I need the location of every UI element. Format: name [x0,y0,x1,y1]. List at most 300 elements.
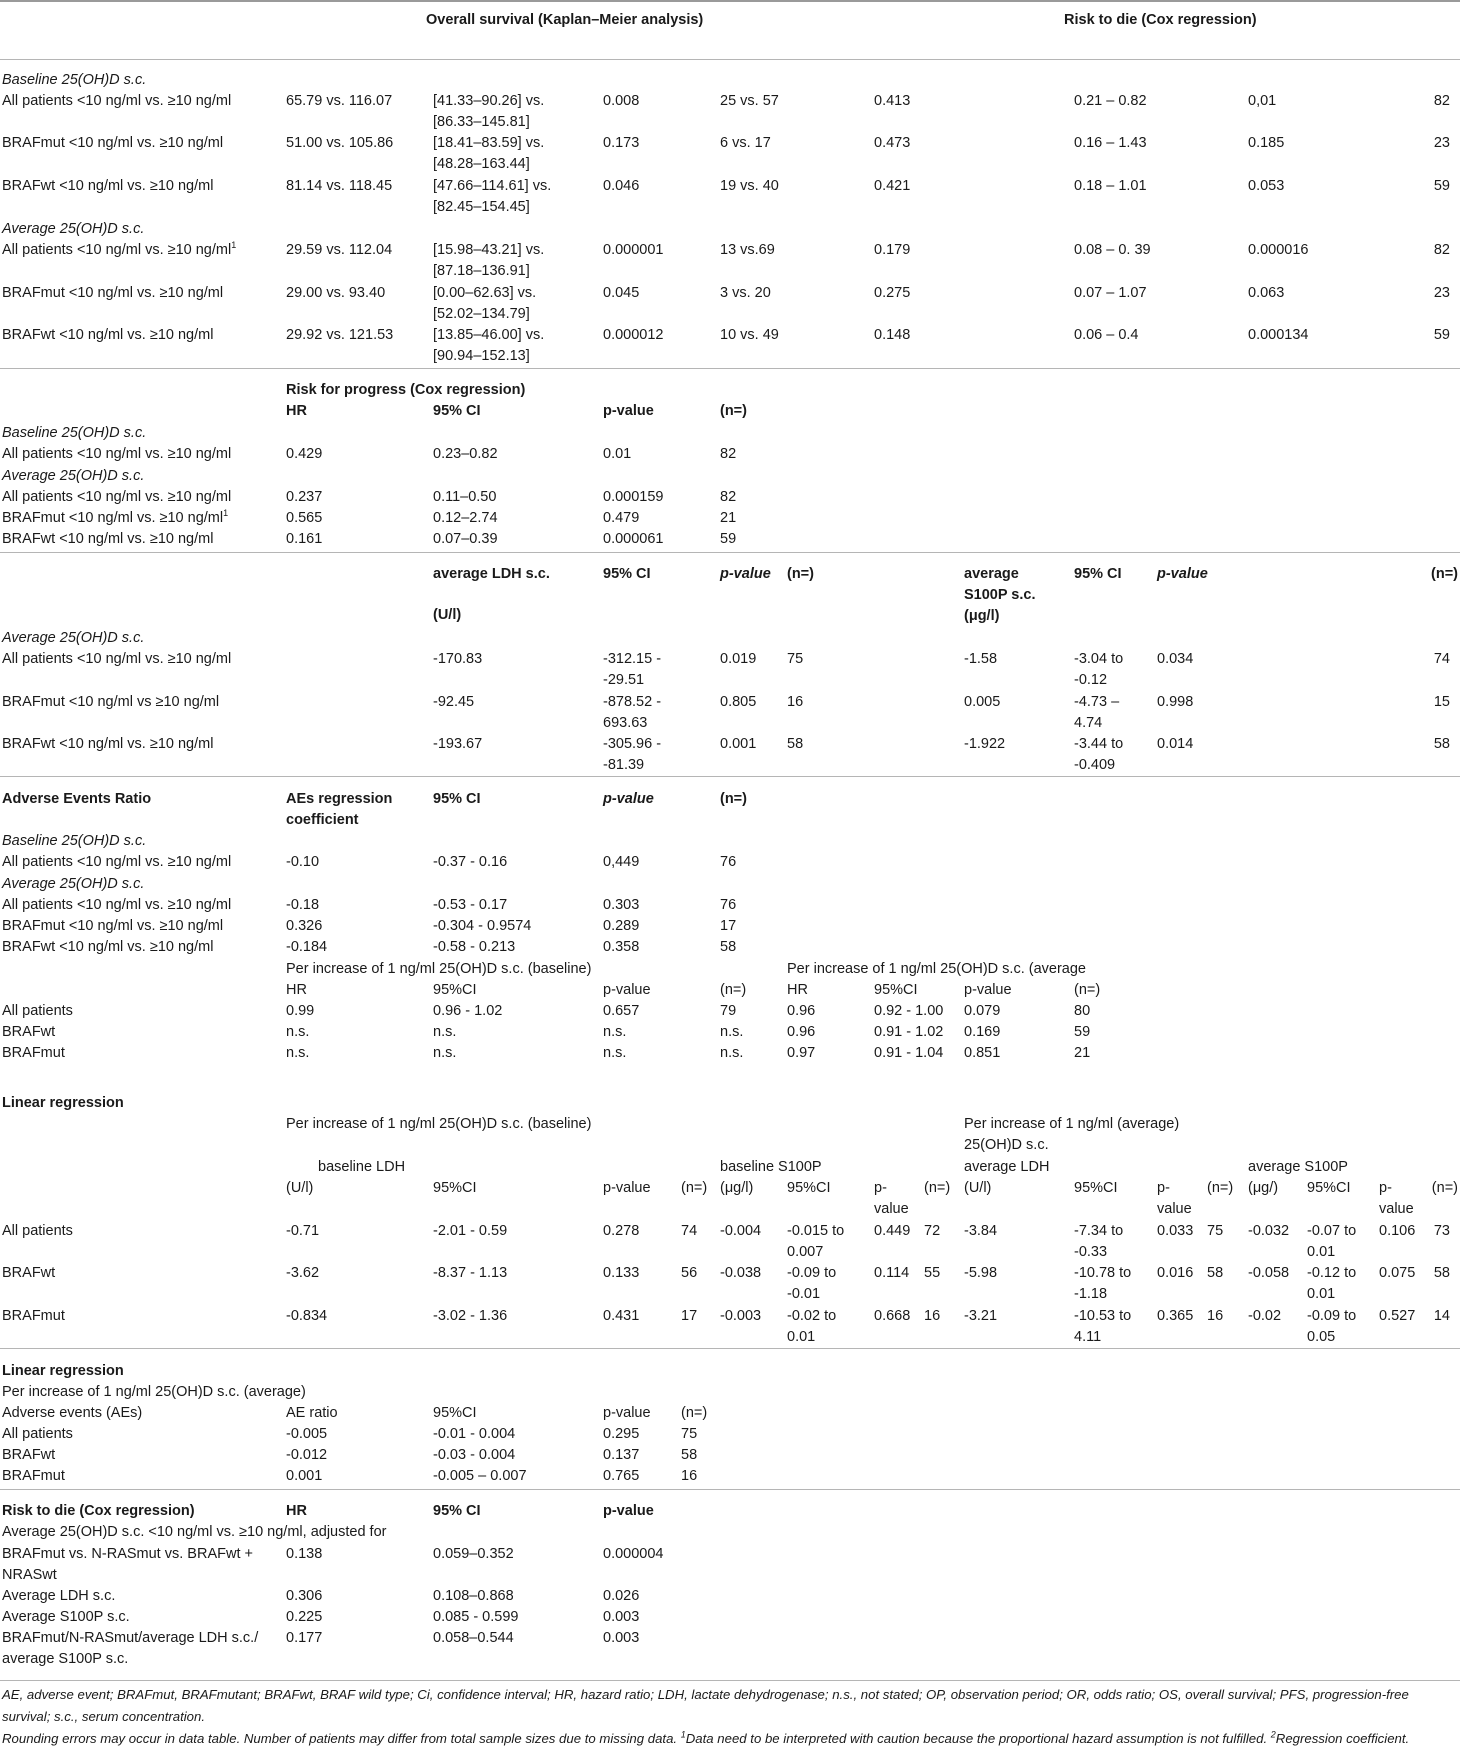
column-header: (n=) [1431,1180,1458,1196]
table-cell: 55 [924,1265,941,1281]
row-label: Average LDH s.c. [2,1588,116,1604]
table-cell: 29.92 vs. 121.53 [286,327,394,343]
table-cell: 58 [681,1447,698,1463]
table-cell: 0.23–0.82 [433,446,498,462]
column-header: 95%CI [787,1180,831,1196]
column-header: 95% CI [1074,566,1122,582]
column-header: 95% CI [603,566,651,582]
column-header: 95%CI [1307,1180,1351,1196]
table-cell: 6 vs. 17 [720,135,771,151]
table-cell: -1.922 [964,736,1006,752]
column-header: (U/l) [433,607,462,623]
row-label: All patients <10 ng/ml vs. ≥10 ng/ml [2,93,232,109]
table-cell: 0.137 [603,1447,640,1463]
table-cell: 74 [681,1223,698,1239]
column-header: value [874,1201,909,1217]
section-title: Linear regression [2,1095,124,1111]
table-cell: n.s. [433,1024,457,1040]
table-cell: 17 [681,1308,698,1324]
table-cell: 0.07 – 1.07 [1074,285,1147,301]
table-cell: -7.34 to [1074,1223,1124,1239]
table-cell: -0.005 – 0.007 [433,1468,527,1484]
table-cell: 0.413 [874,93,911,109]
table-cell: -10.78 to [1074,1265,1132,1281]
group-label: Baseline 25(OH)D s.c. [2,72,147,88]
table-cell: [47.66–114.61] vs. [433,178,552,194]
group-label: Baseline 25(OH)D s.c. [2,425,147,441]
table-cell: 0.016 [1157,1265,1194,1281]
table-cell: 74 [1433,651,1450,667]
table-divider [0,776,1460,777]
table-cell: -170.83 [433,651,483,667]
table-cell: 0.179 [874,242,911,258]
table-cell: [87.18–136.91] [433,263,530,279]
table-cell: 0.06 – 0.4 [1074,327,1139,343]
section-title: Risk for progress (Cox regression) [286,382,526,398]
table-cell: 58 [1433,736,1450,752]
column-header: S100P s.c. [964,587,1036,603]
column-header: (n=) [1431,566,1458,582]
table-cell: 693.63 [603,715,648,731]
table-cell: 0.295 [603,1426,640,1442]
table-divider [0,1348,1460,1349]
table-cell: 56 [681,1265,698,1281]
column-header: Risk to die (Cox regression) [1064,12,1257,28]
table-cell: [86.33–145.81] [433,114,530,130]
table-cell: 16 [924,1308,941,1324]
table-cell: 75 [681,1426,698,1442]
table-cell: 0.079 [964,1003,1001,1019]
section-title: Linear regression [2,1363,124,1379]
row-label: BRAFmut [2,1045,65,1061]
table-cell: -0.032 [1248,1223,1290,1239]
column-header: AEs regression [286,791,393,807]
column-header: coefficient [286,812,359,828]
table-cell: 76 [720,897,737,913]
table-cell: [90.94–152.13] [433,348,530,364]
table-cell: -0.834 [286,1308,328,1324]
table-cell: [41.33–90.26] vs. [433,93,545,109]
table-cell: 0.12–2.74 [433,510,498,526]
label-text: BRAFmut <10 ng/ml vs. ≥10 ng/ml [2,510,224,526]
table-cell: 29.59 vs. 112.04 [286,242,393,258]
group-label: Per increase of 1 ng/ml 25(OH)D s.c. (average) [2,1384,306,1400]
table-cell: n.s. [720,1045,744,1061]
table-cell: 0.000061 [603,531,664,547]
table-cell: 0.96 - 1.02 [433,1003,503,1019]
table-footnote [2,1684,1454,1750]
column-header: Overall survival (Kaplan–Meier analysis) [426,12,704,28]
table-cell: 16 [1207,1308,1224,1324]
column-header: Per increase of 1 ng/ml 25(OH)D s.c. (baseline) [286,961,592,977]
table-cell: 0.365 [1157,1308,1194,1324]
column-header: average S100P [1248,1159,1348,1175]
table-cell: -92.45 [433,694,475,710]
table-cell: 0.473 [874,135,911,151]
table-divider [0,59,1460,60]
table-cell: -0.012 [286,1447,328,1463]
table-cell: 75 [1207,1223,1224,1239]
table-cell: 0.000134 [1248,327,1309,343]
table-cell: 58 [1433,1265,1450,1281]
table-cell: 0.429 [286,446,323,462]
table-cell: 0.96 [787,1024,816,1040]
table-cell: 80 [1074,1003,1091,1019]
table-cell: [15.98–43.21] vs. [433,242,545,258]
table-cell: 0.008 [603,93,640,109]
column-header: 95%CI [874,982,918,998]
table-divider [0,552,1460,553]
column-header: average LDH [964,1159,1050,1175]
table-cell: -29.51 [603,672,645,688]
column-header: 95%CI [433,982,477,998]
table-cell: -193.67 [433,736,483,752]
row-label: All patients <10 ng/ml vs. ≥10 ng/ml [2,897,232,913]
table-cell: -0.038 [720,1265,762,1281]
table-cell: 79 [720,1003,737,1019]
table-cell: 0.173 [603,135,640,151]
table-cell: -5.98 [964,1265,998,1281]
table-cell: 0.053 [1248,178,1285,194]
table-cell: -0.12 to [1307,1265,1357,1281]
row-label: BRAFmut <10 ng/ml vs. ≥10 ng/ml [2,285,224,301]
table-cell: 0.97 [787,1045,816,1061]
table-cell: 0.01 [1307,1286,1336,1302]
table-cell: 59 [720,531,737,547]
row-label: BRAFwt <10 ng/ml vs. ≥10 ng/ml [2,531,214,547]
hazard-note: Data need to be interpreted with caution because the proportional hazard assumption is not fulfilled. [685,1731,1271,1746]
table-cell: -0.33 [1074,1244,1108,1260]
table-cell: 73 [1433,1223,1450,1239]
table-cell: -0.003 [720,1308,762,1324]
row-label: All patients <10 ng/ml vs. ≥10 ng/ml [2,651,232,667]
row-label: BRAFmut vs. N-RASmut vs. BRAFwt + [2,1546,253,1562]
table-cell: 0.326 [286,918,323,934]
group-label: Average 25(OH)D s.c. [2,221,145,237]
table-cell: -0.005 [286,1426,328,1442]
row-label [2,508,228,529]
table-cell: 0.92 - 1.00 [874,1003,944,1019]
row-label: Average S100P s.c. [2,1609,130,1625]
row-label: All patients [2,1223,73,1239]
table-cell: 0.805 [720,694,757,710]
table-cell: 0.085 - 0.599 [433,1609,519,1625]
table-cell: 82 [1433,242,1450,258]
table-cell: -0.015 to [787,1223,845,1239]
table-cell: 0.275 [874,285,911,301]
column-header: (μg/) [1248,1180,1279,1196]
table-cell: -0.53 - 0.17 [433,897,508,913]
table-cell: 0.527 [1379,1308,1416,1324]
row-label: BRAFwt <10 ng/ml vs. ≥10 ng/ml [2,736,214,752]
column-header: HR [286,982,307,998]
table-cell: 0.358 [603,939,640,955]
column-header: Adverse events (AEs) [2,1405,143,1421]
table-cell: 0.001 [286,1468,323,1484]
table-cell: -0.409 [1074,757,1116,773]
table-cell: 0.01 [787,1329,816,1345]
table-cell: 0.05 [1307,1329,1336,1345]
table-cell: -0.058 [1248,1265,1290,1281]
table-cell: -0.184 [286,939,328,955]
table-cell: -0.02 to [787,1308,837,1324]
table-cell: 0.026 [603,1588,640,1604]
table-cell: 3 vs. 20 [720,285,771,301]
row-label: BRAFwt <10 ng/ml vs. ≥10 ng/ml [2,939,214,955]
table-cell: 0.421 [874,178,911,194]
table-cell: 4.11 [1074,1329,1102,1345]
table-cell: -1.58 [964,651,998,667]
column-header: (n=) [924,1180,951,1196]
label-text: All patients <10 ng/ml vs. ≥10 ng/ml [2,242,232,258]
table-divider [0,1489,1460,1490]
table-cell: 0.01 [603,446,632,462]
table-cell: 58 [787,736,804,752]
table-cell: 0.000012 [603,327,664,343]
table-cell: -1.18 [1074,1286,1108,1302]
column-header: 95% CI [433,403,481,419]
table-cell: 65.79 vs. 116.07 [286,93,393,109]
column-header: 95%CI [433,1180,477,1196]
footnote-marker: 2 [1270,1729,1276,1740]
table-cell: 0.99 [286,1003,315,1019]
table-cell: 21 [1074,1045,1091,1061]
table-cell: 0.479 [603,510,640,526]
table-cell: -0.02 [1248,1308,1282,1324]
column-header: p-value [603,1180,651,1196]
table-cell: -4.73 – [1074,694,1120,710]
row-label: BRAFmut <10 ng/ml vs. ≥10 ng/ml [2,918,224,934]
table-cell: 0.133 [603,1265,640,1281]
table-cell: [82.45–154.45] [433,199,530,215]
column-header: p-value [603,403,654,419]
table-cell: 0.278 [603,1223,640,1239]
table-cell: n.s. [286,1024,310,1040]
table-cell: 0.237 [286,489,323,505]
row-label: BRAFmut <10 ng/ml vs ≥10 ng/ml [2,694,220,710]
row-label: BRAFwt <10 ng/ml vs. ≥10 ng/ml [2,178,214,194]
column-header: value [1379,1201,1414,1217]
table-cell: n.s. [720,1024,744,1040]
column-header: (n=) [681,1405,708,1421]
row-label: BRAFmut [2,1468,65,1484]
group-label: Baseline 25(OH)D s.c. [2,833,147,849]
row-label: BRAFmut <10 ng/ml vs. ≥10 ng/ml [2,135,224,151]
table-cell: 25 vs. 57 [720,93,779,109]
table-divider [0,0,1460,2]
abbreviations-note: AE, adverse event; BRAFmut, BRAFmutant; BRAFwt, BRAF wild type; Ci, confidence interval; HR, hazard ratio; LDH, lactate dehydrogenase; n.s., not stated; OP, observation period; OR, odds ratio; OS, overall survival; PFS, progression-free survival; s.c., serum concentration. [2,1687,1409,1724]
table-cell: 0.001 [720,736,757,752]
table-cell: 0.96 [787,1003,816,1019]
row-label: BRAFwt [2,1265,56,1281]
table-cell: [13.85–46.00] vs. [433,327,545,343]
row-label: BRAFmut [2,1308,65,1324]
column-header: Per increase of 1 ng/ml (average) [964,1116,1180,1132]
table-cell: 0.306 [286,1588,323,1604]
column-header: (U/l) [286,1180,314,1196]
table-cell: 0.014 [1157,736,1194,752]
table-cell: 0.565 [286,510,323,526]
table-cell: 0.07–0.39 [433,531,498,547]
table-cell: -0.304 - 0.9574 [433,918,532,934]
table-cell: -0.58 - 0.213 [433,939,516,955]
column-header: p-value [603,1503,654,1519]
footnote-marker: 1 [223,508,229,519]
table-cell: 75 [787,651,804,667]
table-cell: 0.148 [874,327,911,343]
column-header: (n=) [681,1180,708,1196]
table-cell: [48.28–163.44] [433,156,530,172]
table-cell: -10.53 to [1074,1308,1132,1324]
section-title: Risk to die (Cox regression) [2,1503,195,1519]
column-header: (μg/l) [720,1180,754,1196]
column-header: HR [286,403,307,419]
row-label: All patients <10 ng/ml vs. ≥10 ng/ml [2,854,232,870]
column-header: (n=) [720,982,747,998]
column-header: 95% CI [433,791,481,807]
table-cell: 59 [1074,1024,1091,1040]
table-cell: 0.668 [874,1308,911,1324]
row-label [2,240,236,261]
table-cell: 0.08 – 0. 39 [1074,242,1151,258]
table-cell: 72 [924,1223,941,1239]
table-cell: 0.003 [603,1609,640,1625]
table-cell: 0.16 – 1.43 [1074,135,1147,151]
table-cell: -2.01 - 0.59 [433,1223,508,1239]
column-header: average [964,566,1019,582]
table-cell: -0.12 [1074,672,1108,688]
table-cell: 0.138 [286,1546,323,1562]
table-cell: -0.01 [787,1286,821,1302]
column-header: p- [874,1180,887,1196]
table-cell: -0.10 [286,854,320,870]
row-label: BRAFwt <10 ng/ml vs. ≥10 ng/ml [2,327,214,343]
table-cell: 0.185 [1248,135,1285,151]
table-cell: [18.41–83.59] vs. [433,135,545,151]
column-header: (μg/l) [964,608,1000,624]
table-cell: 16 [681,1468,698,1484]
table-cell: n.s. [433,1045,457,1061]
table-cell: -3.21 [964,1308,998,1324]
column-header: 95%CI [1074,1180,1118,1196]
column-header: value [1157,1201,1192,1217]
table-cell: 14 [1433,1308,1450,1324]
group-label: Average 25(OH)D s.c. [2,876,145,892]
table-cell: 0.033 [1157,1223,1194,1239]
column-header: average LDH s.c. [433,566,550,582]
table-cell: -0.37 - 0.16 [433,854,508,870]
table-cell: 0.019 [720,651,757,667]
table-cell: 0.108–0.868 [433,1588,514,1604]
regression-note: Regression coefficient. [1275,1731,1410,1746]
table-cell: 0.169 [964,1024,1001,1040]
table-cell: 0.449 [874,1223,911,1239]
table-cell: -3.62 [286,1265,320,1281]
table-cell: 0.000004 [603,1546,664,1562]
column-header: HR [787,982,808,998]
column-header: p-value [603,982,651,998]
table-cell: -0.07 to [1307,1223,1357,1239]
table-cell: 0.851 [964,1045,1001,1061]
table-cell: 0.063 [1248,285,1285,301]
table-cell: 16 [787,694,804,710]
table-cell: -8.37 - 1.13 [433,1265,508,1281]
group-label: Average 25(OH)D s.c. <10 ng/ml vs. ≥10 ng/ml, adjusted for [2,1524,387,1540]
table-cell: 0.059–0.352 [433,1546,514,1562]
table-cell: 0,449 [603,854,640,870]
table-cell: -3.44 to [1074,736,1124,752]
column-header: Per increase of 1 ng/ml 25(OH)D s.c. (average [787,961,1086,977]
table-cell: 0.225 [286,1609,323,1625]
table-cell: -0.01 - 0.004 [433,1426,516,1442]
table-cell: 0.046 [603,178,640,194]
table-cell: 19 vs. 40 [720,178,779,194]
table-cell: 0.034 [1157,651,1194,667]
table-cell: -312.15 - [603,651,662,667]
column-header: p-value [720,566,771,582]
row-label: average S100P s.c. [2,1651,129,1667]
column-header: 25(OH)D s.c. [964,1137,1049,1153]
row-label: All patients <10 ng/ml vs. ≥10 ng/ml [2,446,232,462]
table-cell: 10 vs. 49 [720,327,779,343]
table-cell: -81.39 [603,757,645,773]
table-cell: -878.52 - [603,694,662,710]
table-cell: -0.004 [720,1223,762,1239]
table-cell: [52.02–134.79] [433,306,530,322]
column-header: 95% CI [433,1503,481,1519]
column-header: p-value [964,982,1012,998]
table-cell: 58 [1207,1265,1224,1281]
table-cell: n.s. [603,1024,627,1040]
table-cell: 29.00 vs. 93.40 [286,285,386,301]
row-label: All patients [2,1426,73,1442]
table-cell: 4.74 [1074,715,1103,731]
table-cell: -305.96 - [603,736,662,752]
table-cell: 0.431 [603,1308,640,1324]
table-divider [0,1680,1460,1681]
column-header: p-value [603,791,654,807]
table-cell: -0.18 [286,897,320,913]
column-header: p-value [603,1405,651,1421]
column-header: (n=) [787,566,814,582]
table-cell: 23 [1433,285,1450,301]
table-cell: 0,01 [1248,93,1277,109]
table-cell: 0.91 - 1.04 [874,1045,944,1061]
column-header: (n=) [1207,1180,1234,1196]
column-header: (U/l) [964,1180,992,1196]
table-cell: -3.84 [964,1223,998,1239]
table-cell: 0.91 - 1.02 [874,1024,944,1040]
table-cell: 0.007 [787,1244,824,1260]
table-cell: -0.09 to [787,1265,837,1281]
table-cell: 0.11–0.50 [433,489,497,505]
section-title: Adverse Events Ratio [2,791,152,807]
table-cell: 0.000159 [603,489,664,505]
row-label: BRAFmut/N-RASmut/average LDH s.c./ [2,1630,259,1646]
table-cell: 0.161 [286,531,323,547]
table-cell: -3.02 - 1.36 [433,1308,508,1324]
column-header: p-value [1157,566,1208,582]
column-header: Per increase of 1 ng/ml 25(OH)D s.c. (baseline) [286,1116,592,1132]
table-cell: 0.289 [603,918,640,934]
table-cell: n.s. [603,1045,627,1061]
column-header: (n=) [1074,982,1101,998]
table-cell: 82 [720,446,737,462]
table-cell: 59 [1433,178,1450,194]
column-header: HR [286,1503,307,1519]
column-header: (n=) [720,403,747,419]
table-cell: 82 [720,489,737,505]
